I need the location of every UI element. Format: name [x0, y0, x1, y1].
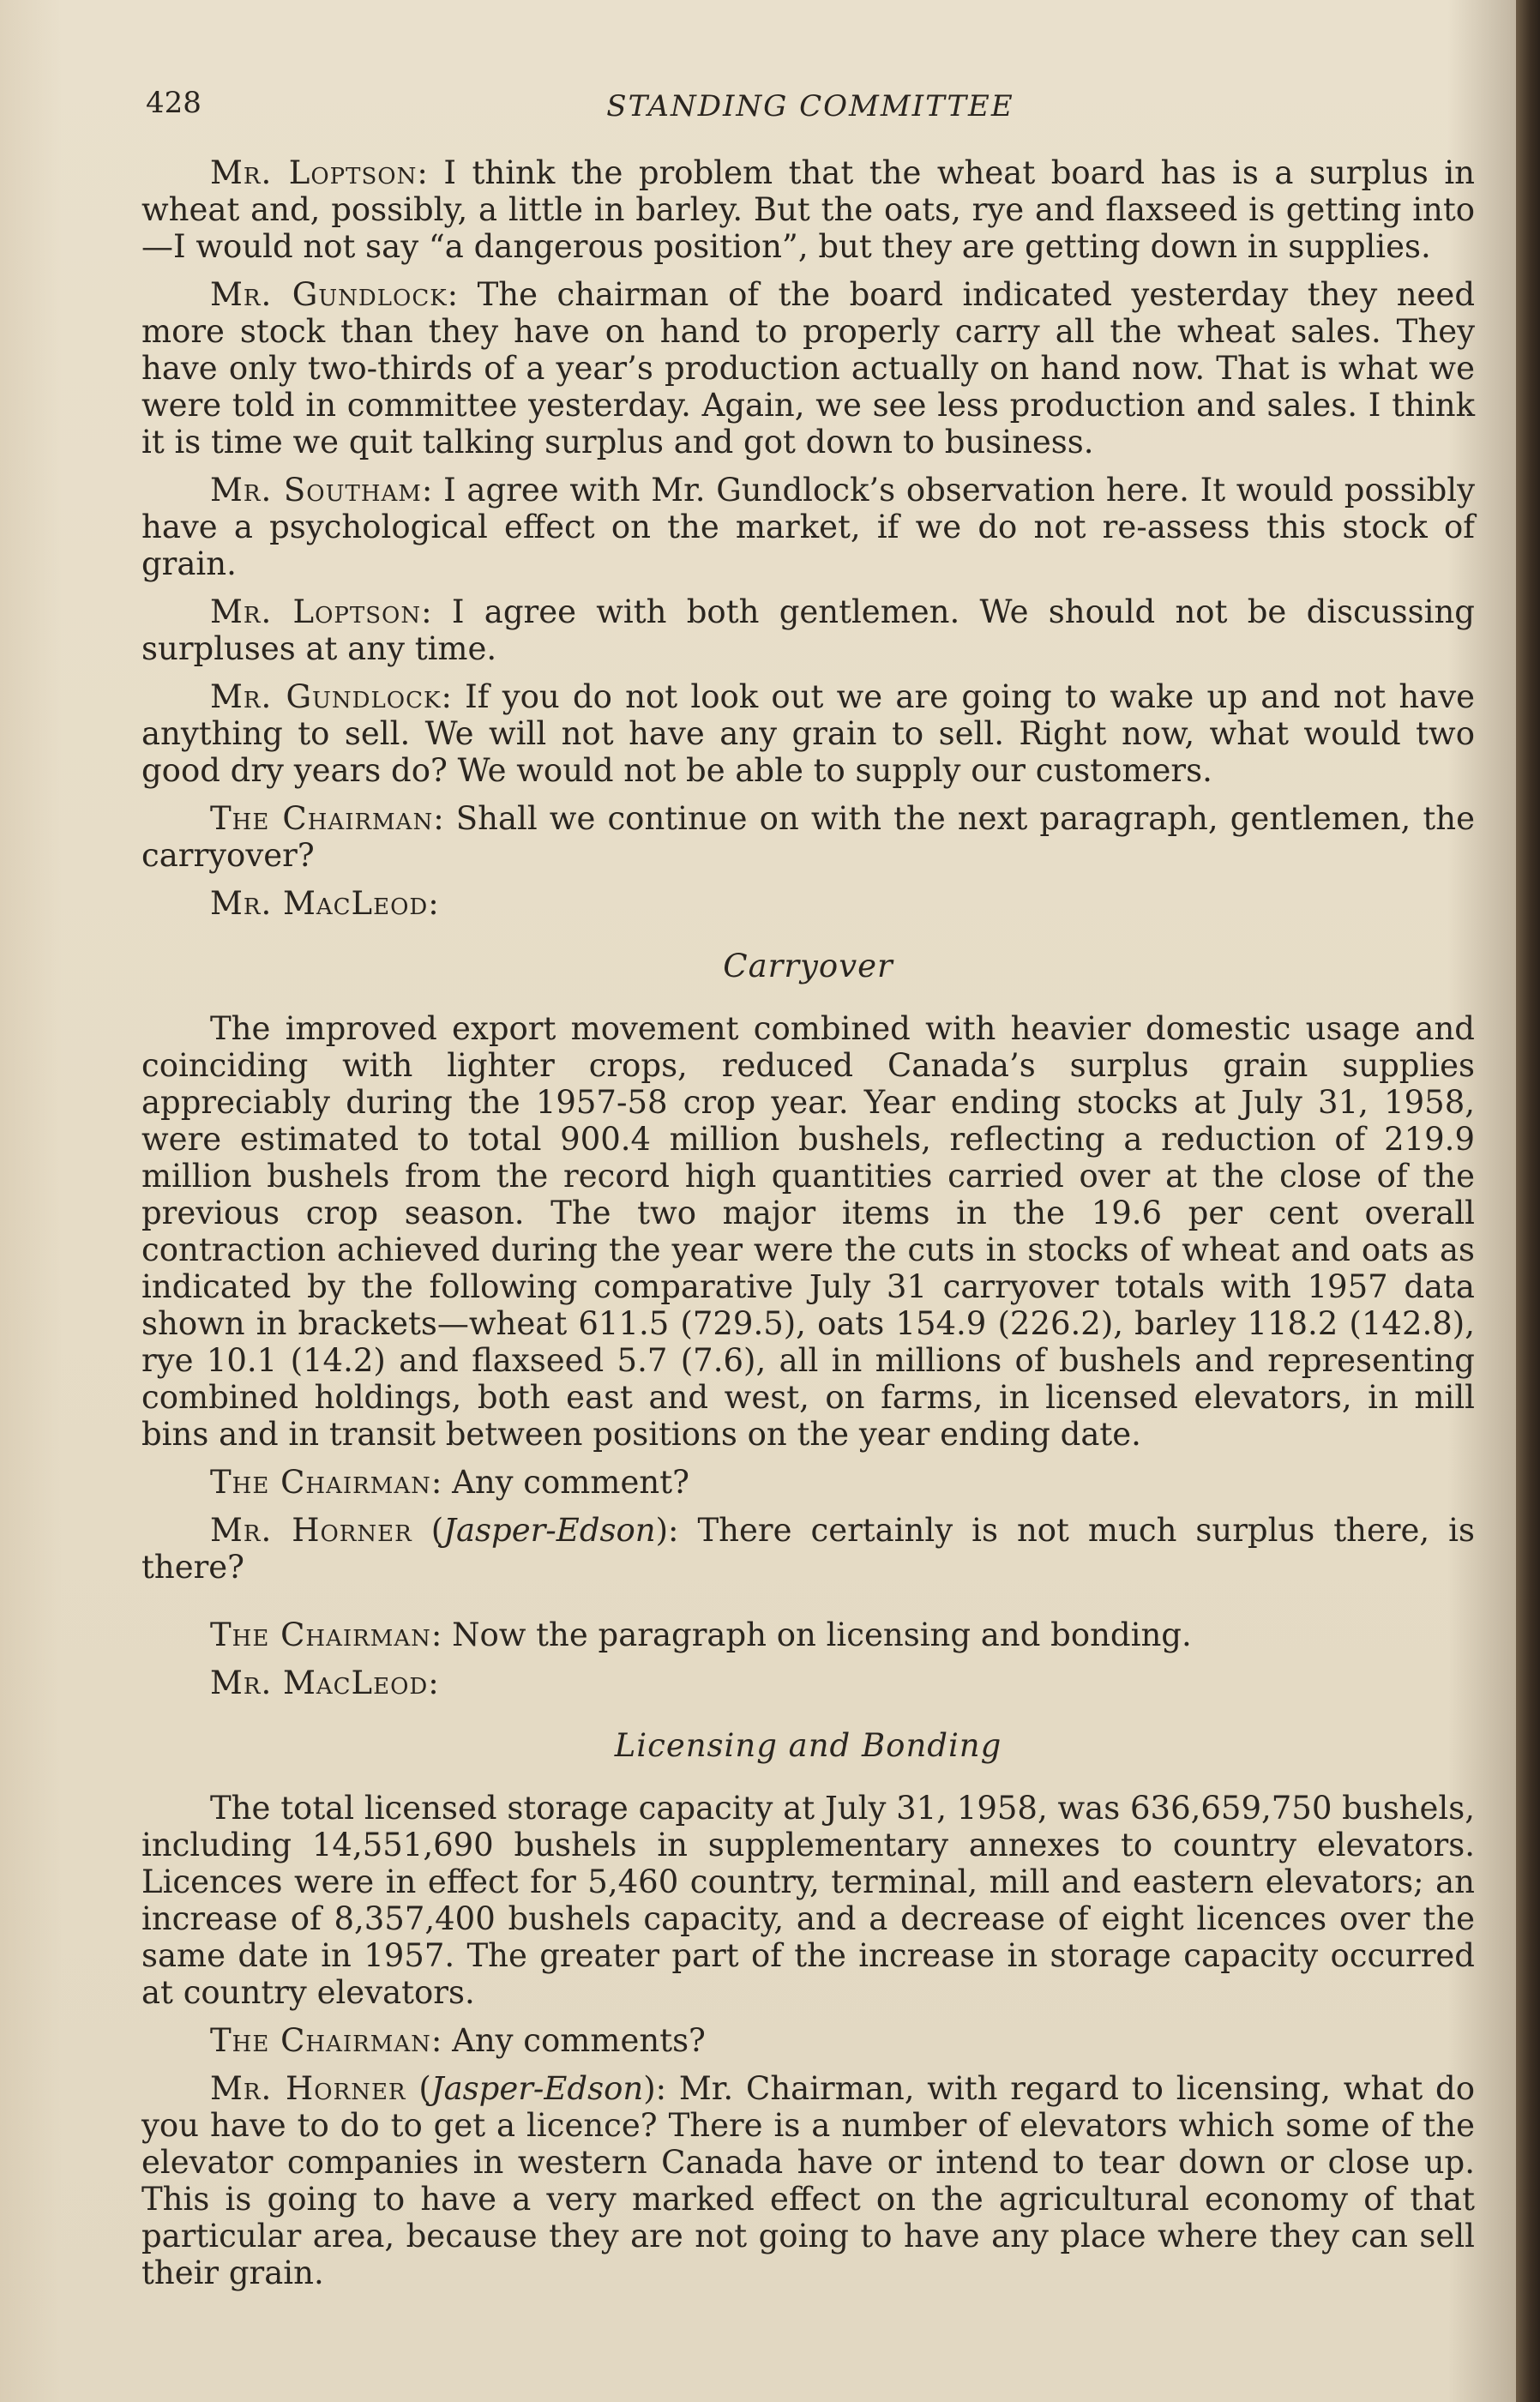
page-number: 428	[146, 86, 202, 120]
paragraph: Mr. Horner (Jasper-Edson): There certainly is not much surplus there, is there?	[141, 1512, 1476, 1586]
page-binding-edge	[1516, 0, 1540, 2402]
paragraph: Mr. Loptson: I think the problem that the wheat board has is a surplus in wheat and, possibly, a little in barley. But the oats, rye and flaxseed is getting into—I would not say “a dangerous position”, but they are getting down in supplies.	[141, 154, 1475, 265]
speech-text: If you do not look out we are going to wake up and not have anything to sell. We will not have any grain to sell. Right now, what would two good dry years do? We would not be able to supply our customers.	[141, 678, 1476, 789]
paragraph: The Chairman: Any comment?	[210, 1464, 689, 1501]
speaker: Mr. Loptson	[210, 154, 418, 191]
speaker: Mr. Loptson	[210, 593, 422, 630]
riding: Jasper-Edson	[443, 1512, 656, 1549]
speech-text: The chairman of the board indicated yesterday they need more stock than they have on hand to properly carry all the wheat sales. They have only two-thirds of a year’s production actually on hand now. That is what we were told in committee yesterday. Again, we see less production and sales. I think it is time we quit talking surplus and got down to business.	[141, 276, 1475, 461]
page-header	[146, 86, 1475, 137]
paragraph: Mr. MacLeod:	[210, 1665, 439, 1701]
quoted-paragraph: The improved export movement combined with heavier domestic usage and coinciding with lighter crops, reduced Canada’s surplus grain supplies appreciably during the 1957-58 crop year. Year ending stocks at July 31, 1958, were estimated to total 900.4 million bushels, reflecting a reduction of 219.9 million bushels from the record high quantities carried over at the close of the previous crop season. The two major items in the 19.6 per cent overall contraction achieved during the year were the cuts in stocks of wheat and oats as indicated by the following comparative July 31 carryover totals with 1957 data shown in brackets—wheat 611.5 (729.5), oats 154.9 (226.2), barley 118.2 (142.8), rye 10.1 (14.2) and flaxseed 5.7 (7.6), all in millions of bushels and representing combined holdings, both east and west, on farms, in licensed elevators, in mill bins and in transit between positions on the year ending date.	[141, 1010, 1475, 1453]
quoted-paragraph: The total licensed storage capacity at July 31, 1958, was 636,659,750 bushels, including 14,551,690 bushels in supplementary annexes to country elevators. Licences were in effect for 5,460 country, terminal, mill and eastern elevators; an increase of 8,357,400 bushels capacity, and a decrease of eight licences over the same date in 1957. The greater part of the increase in storage capacity occurred at country elevators.	[141, 1790, 1475, 2011]
speaker: The Chairman	[210, 1464, 431, 1501]
paragraph: Mr. MacLeod:	[210, 885, 439, 922]
paragraph: Mr. Gundlock: The chairman of the board indicated yesterday they need more stock than they have on hand to properly carry all the wheat sales. They have only two-thirds of a year’s production actually on hand now. That is what we were told in committee yesterday. Again, we see less production and sales. I think it is time we quit talking surplus and got down to business.	[141, 276, 1475, 461]
speech-text: I agree with Mr. Gundlock’s observation here. It would possibly have a psychological effect on the market, if we do not re-assess this stock of grain.	[141, 472, 1475, 582]
speaker: Mr. Horner	[210, 2070, 406, 2107]
paragraph: The Chairman: Any comments?	[210, 2022, 706, 2059]
speaker: Mr. Southam	[210, 472, 422, 509]
section-heading-licensing: Licensing and Bonding	[614, 1727, 1002, 1764]
running-head: STANDING COMMITTEE	[606, 89, 1014, 123]
speech-text: Any comment?	[452, 1464, 689, 1501]
speech-text: Shall we continue on with the next paragraph, gentlemen, the carryover?	[141, 800, 1475, 874]
section-heading-carryover: Carryover	[723, 948, 893, 984]
speaker: Mr. Gundlock	[210, 678, 442, 715]
speech-text: I think the problem that the wheat board has is a surplus in wheat and, possibly, a little in barley. But the oats, rye and flaxseed is getting into—I would not say “a dangerous position”, but they are getting down in supplies.	[141, 154, 1475, 265]
speaker: Mr. Gundlock	[210, 276, 448, 313]
paragraph: Mr. Southam: I agree with Mr. Gundlock’s observation here. It would possibly have a psychological effect on the market, if we do not re-assess this stock of grain.	[141, 472, 1475, 582]
paragraph: The Chairman: Now the paragraph on licensing and bonding.	[210, 1616, 1192, 1653]
riding: Jasper-Edson	[430, 2070, 644, 2107]
paragraph: The Chairman: Shall we continue on with the next paragraph, gentlemen, the carryover?	[141, 800, 1475, 874]
paragraph: Mr. Gundlock: If you do not look out we are going to wake up and not have anything to sell. We will not have any grain to sell. Right now, what would two good dry years do? We would not be able to supply our customers.	[141, 678, 1476, 789]
page-body	[141, 154, 1475, 2303]
speaker: Mr. MacLeod	[210, 885, 429, 922]
speech-text: I agree with both gentlemen. We should not be discussing surpluses at any time.	[141, 593, 1475, 667]
paragraph: Mr. Horner (Jasper-Edson): Mr. Chairman, with regard to licensing, what do you have to do to get a licence? There is a number of elevators which some of the elevator companies in western Canada have or intend to tear down or close up. This is going to have a very marked effect on the agricultural economy of that particular area, because they are not going to have any place where they can sell their grain.	[141, 2070, 1475, 2291]
speech-text: Now the paragraph on licensing and bonding.	[452, 1616, 1192, 1653]
speech-text: There certainly is not much surplus there, is there?	[141, 1512, 1476, 1586]
paragraph: Mr. Loptson: I agree with both gentlemen. We should not be discussing surpluses at any time.	[141, 593, 1475, 667]
speech-text: Any comments?	[452, 2022, 706, 2059]
speech-text: Mr. Chairman, with regard to licensing, what do you have to do to get a licence? There is a number of elevators which some of the elevator companies in western Canada have or intend to tear down or close up. This is going to have a very marked effect on the agricultural economy of that particular area, because they are not going to have any place where they can sell their grain.	[141, 2070, 1475, 2291]
speaker: The Chairman	[210, 800, 434, 837]
speaker: Mr. MacLeod	[210, 1665, 429, 1701]
speaker: The Chairman	[210, 2022, 431, 2059]
speaker: The Chairman	[210, 1616, 431, 1653]
speaker: Mr. Horner	[210, 1512, 412, 1549]
